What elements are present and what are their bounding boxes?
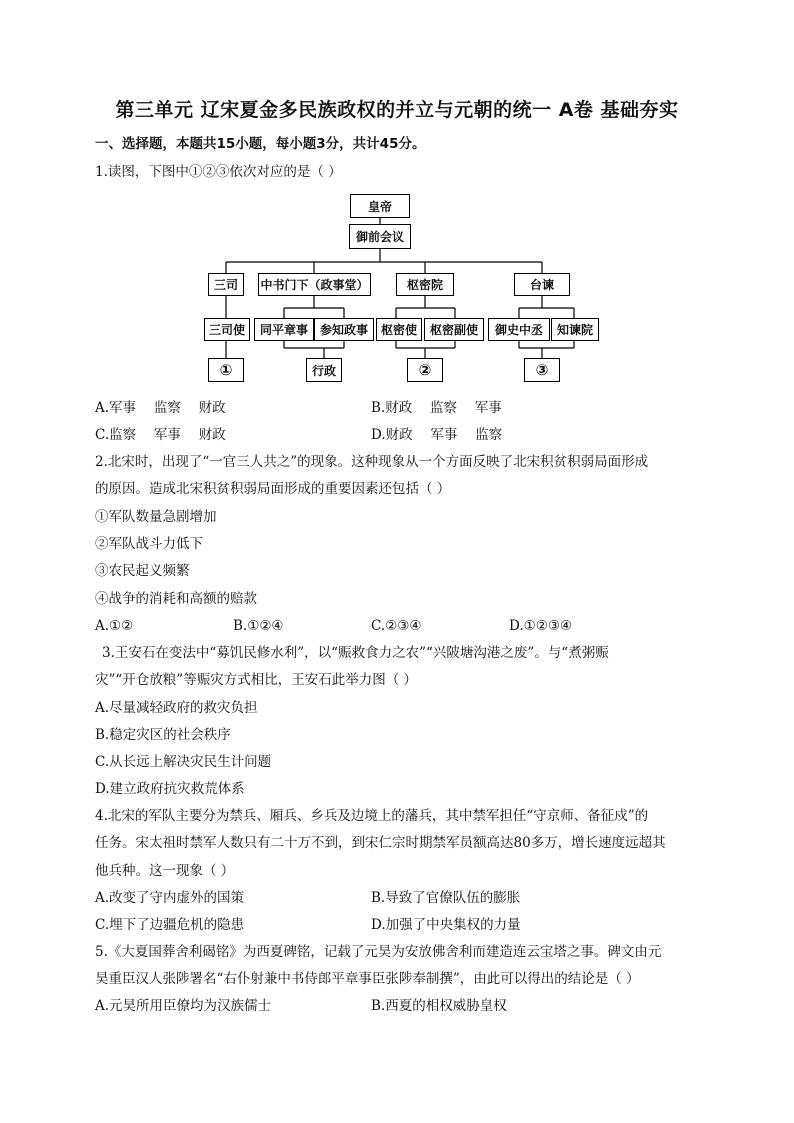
box-emperor: 皇帝 (350, 194, 410, 218)
q5-stem-line1: 5.《大夏国葬舍利碣铭》为西夏碑铭，记载了元昊为安放佛舍利而建造连云宝塔之事。碑文由元 (95, 944, 662, 960)
q1-option-c: C.监察 军事 财政 (95, 427, 226, 443)
q5-option-b: B.西夏的相权威胁皇权 (371, 998, 507, 1014)
section-header: 一、选择题，本题共15小题，每小题3分，共计45分。 (95, 136, 426, 152)
q4-stem-line3: 他兵种。这一现象（ ） (95, 863, 235, 879)
q5-stem-line2: 昊重臣汉人张陟署名“右仆射兼中书侍郎平章事臣张陟奉制撰”，由此可以得出的结论是（ ） (95, 971, 640, 987)
q2-option-c: C.②③④ (371, 618, 422, 634)
box-output-3: ③ (524, 358, 560, 382)
box-tongping: 同平章事 (254, 318, 314, 341)
q1-option-a: A.军事 监察 财政 (95, 400, 226, 416)
q2-item-4: ④战争的消耗和高额的赔款 (95, 591, 257, 607)
box-output-admin: 行政 (306, 358, 342, 382)
q3-stem-line1: 3.王安石在变法中“募饥民修水利”，以“赈救食力之农”“兴陂塘沟港之废”。与“煮粥赈 (102, 645, 609, 661)
box-output-1: ① (208, 358, 244, 382)
box-sansi: 三司 (208, 273, 244, 296)
q5-option-a: A.元昊所用臣僚均为汉族儒士 (95, 998, 272, 1014)
q3-option-b: B.稳定灾区的社会秩序 (95, 727, 231, 743)
q3-option-a: A.尽量减轻政府的救灾负担 (95, 700, 258, 716)
q3-option-c: C.从长远上解决灾民生计问题 (95, 754, 272, 770)
q2-option-b: B.①②④ (233, 618, 284, 634)
page-title: 第三单元 辽宋夏金多民族政权的并立与元朝的统一 A卷 基础夯实 (115, 99, 679, 121)
q4-option-a: A.改变了守内虚外的国策 (95, 890, 245, 906)
q4-option-c: C.埋下了边疆危机的隐患 (95, 917, 245, 933)
q1-stem: 1.读图，下图中①②③依次对应的是（ ） (95, 164, 342, 180)
q3-stem-line2: 灾”“开仓放粮”等赈灾方式相比，王安石此举力图（ ） (95, 672, 417, 688)
box-sansishi: 三司使 (204, 318, 250, 341)
q1-option-d: D.财政 军事 监察 (371, 427, 503, 443)
q4-option-d: D.加强了中央集权的力量 (371, 917, 521, 933)
q2-stem-line2: 的原因。造成北宋积贫积弱局面形成的重要因素还包括（ ） (95, 481, 451, 497)
box-output-2: ② (407, 358, 443, 382)
q4-stem-line1: 4.北宋的军队主要分为禁兵、厢兵、乡兵及边境上的藩兵，其中禁军担任“守京师、备征戍”的 (95, 808, 649, 824)
q2-option-a: A.①② (95, 618, 134, 634)
q2-item-1: ①军队数量急剧增加 (95, 509, 217, 525)
q2-item-3: ③农民起义频繁 (95, 563, 190, 579)
box-council: 御前会议 (349, 224, 411, 249)
q3-option-d: D.建立政府抗灾救荒体系 (95, 781, 245, 797)
box-zhijian: 知谏院 (551, 318, 599, 341)
box-zhongshu: 中书门下（政事堂） (258, 273, 371, 296)
q2-option-d: D.①②③④ (509, 618, 573, 634)
box-shumishi: 枢密使 (376, 318, 422, 341)
q2-item-2: ②军队战斗力低下 (95, 536, 203, 552)
box-shumiyuan: 枢密院 (396, 273, 454, 296)
q2-stem-line1: 2.北宋时，出现了“一官三人共之”的现象。这种现象从一个方面反映了北宋积贫积弱局面形成 (95, 454, 649, 470)
box-yushi: 御史中丞 (488, 318, 550, 341)
q4-option-b: B.导致了官僚队伍的膨胀 (371, 890, 521, 906)
box-taijian: 台谏 (514, 273, 570, 296)
box-shumifushi: 枢密副使 (424, 318, 484, 341)
q1-option-b: B.财政 监察 军事 (371, 400, 502, 416)
box-canzhi: 参知政事 (314, 318, 374, 341)
q4-stem-line2: 任务。宋太祖时禁军人数只有二十万不到，到宋仁宗时期禁军员额高达80多万，增长速度远超其 (95, 835, 666, 851)
